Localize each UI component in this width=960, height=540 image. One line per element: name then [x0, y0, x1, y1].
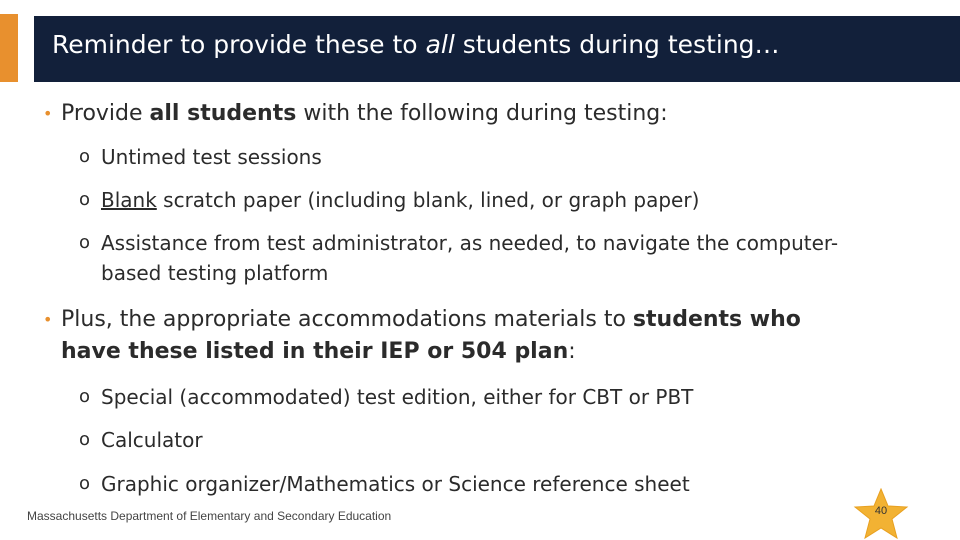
title-text-emphasis: all [425, 30, 455, 59]
circle-o-icon: o [79, 386, 91, 407]
circle-o-icon: o [79, 473, 91, 494]
sub-item-text: Graphic organizer/Mathematics or Science reference sheet [101, 472, 690, 496]
circle-o-icon: o [79, 429, 91, 450]
page-number: 40 [874, 505, 888, 517]
bullet-text: Plus, the appropriate accommodations materials to [61, 307, 633, 332]
bullet-text-bold: students who [632, 307, 801, 332]
sub-item-graphic-organizer [79, 469, 690, 499]
accent-bar [0, 14, 18, 82]
sub-item-untimed [79, 142, 322, 172]
bullet-text-bold: have these listed in their IEP or 504 plan [61, 339, 569, 364]
bullet-text: Provide [61, 101, 150, 126]
bullet-dot-icon: • [43, 104, 53, 123]
title-text-end: students during testing… [454, 30, 780, 59]
slide-title [52, 30, 780, 59]
sub-item-text: Untimed test sessions [101, 145, 322, 169]
sub-item-text: Special (accommodated) test edition, either for CBT or PBT [101, 385, 694, 409]
bullet-text-bold: all students [149, 101, 297, 126]
sub-item-special-edition [79, 382, 694, 412]
sub-item-assistance [79, 228, 931, 288]
sub-item-text-line2: based testing platform [101, 261, 329, 285]
bullet-dot-icon: • [43, 310, 53, 329]
sub-item-text: scratch paper (including blank, lined, or graph paper) [156, 188, 700, 212]
title-text-start: Reminder to provide these to [52, 30, 426, 59]
bullet-provide-all [43, 98, 668, 130]
bullet-plus-accommodations [43, 304, 801, 368]
bullet-text: : [568, 339, 576, 364]
circle-o-icon: o [79, 146, 91, 167]
bullet-text: with the following during testing: [296, 101, 668, 126]
circle-o-icon: o [79, 189, 91, 210]
sub-item-text: Calculator [101, 428, 203, 452]
footer-org: Massachusetts Department of Elementary and Secondary Education [27, 509, 392, 523]
sub-item-scratch-paper [79, 185, 700, 215]
sub-item-calculator [79, 425, 203, 455]
sub-item-text-line1: Assistance from test administrator, as needed, to navigate the computer- [101, 231, 839, 255]
circle-o-icon: o [79, 232, 91, 253]
sub-item-text-underlined: Blank [101, 188, 157, 212]
